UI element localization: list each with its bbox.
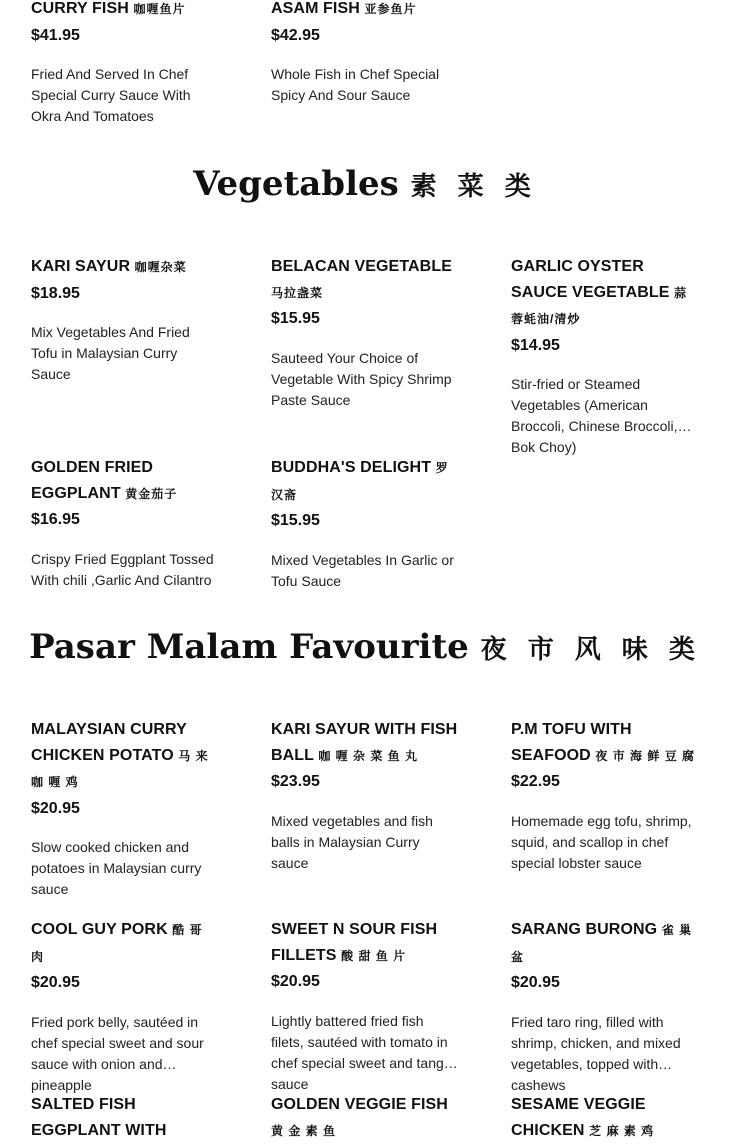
menu-item-name: GOLDEN FRIED EGGPLANT 黄金茄子 <box>31 459 178 502</box>
menu-item-name: SALTED FISH EGGPLANT WITH <box>31 1096 167 1139</box>
menu-item-price: $20.95 <box>31 974 80 991</box>
menu-item-name: GARLIC OYSTER SAUCE VEGETABLE 蒜蓉蚝油/清炒 <box>511 258 688 326</box>
menu-item[interactable] <box>511 717 699 874</box>
menu-item-price: $15.95 <box>271 512 320 529</box>
section-title-pasar-malam: Pasar Malam Favourite 夜 市 风 味 类 <box>29 627 701 667</box>
menu-item-price: $42.95 <box>271 26 320 44</box>
menu-item[interactable] <box>31 1092 219 1144</box>
menu-item-name: SWEET N SOUR FISH FILLETS 酸 甜 鱼 片 <box>271 921 438 964</box>
menu-item[interactable] <box>271 717 459 874</box>
menu-item-description: Fried pork belly, sautéed in chef special sweet and sour sauce with onion and pineapple <box>31 1013 204 1093</box>
menu-item-price: $18.95 <box>31 284 80 302</box>
menu-item-name: BELACAN VEGETABLE 马拉盏菜 <box>271 258 452 300</box>
menu-item-description: Slow cooked chicken and potatoes in Malaysian curry sauce <box>31 839 202 897</box>
menu-item-name: ASAM FISH 亚参鱼片 <box>271 0 417 17</box>
menu-item-price: $16.95 <box>31 511 80 528</box>
menu-item-name: GOLDEN VEGGIE FISH 黄 金 素 鱼 <box>271 1096 448 1138</box>
menu-item-name: BUDDHA'S DELIGHT 罗汉斋 <box>271 459 449 502</box>
section-title-vegetables: Vegetables 素 菜 类 <box>193 164 537 204</box>
menu-item-description: Sauteed Your Choice of Vegetable With Spicy Shrimp Paste Sauce <box>271 349 452 408</box>
menu-item-description: Whole Fish in Chef Special Spicy And Sour Sauce <box>271 66 440 103</box>
menu-item-description: Fried taro ring, filled with shrimp, chicken, and mixed vegetables, topped with cashews <box>511 1013 681 1093</box>
menu-item-price: $20.95 <box>511 974 560 991</box>
menu-item-price: $23.95 <box>271 773 320 790</box>
menu-item-price: $15.95 <box>271 310 320 327</box>
menu-item-name: P.M TOFU WITH SEAFOOD 夜 市 海 鲜 豆 腐 <box>511 721 696 764</box>
menu-item[interactable] <box>271 1092 459 1144</box>
menu-item[interactable] <box>511 917 699 1093</box>
menu-item[interactable] <box>271 917 459 1092</box>
menu-item-description: Homemade egg tofu, shrimp, squid, and scallop in chef special lobster sauce <box>511 812 692 871</box>
menu-item[interactable] <box>31 717 219 900</box>
menu-item-price: $41.95 <box>31 26 80 44</box>
menu-item-name: SARANG BURONG 雀 巢 盆 <box>511 921 693 964</box>
menu-item[interactable] <box>271 254 459 411</box>
menu-item-description: Fried And Served In Chef Special Curry Sauce With Okra And Tomatoes <box>31 66 191 124</box>
menu-item[interactable] <box>511 1092 699 1144</box>
menu-item[interactable] <box>31 0 219 127</box>
menu-item-price: $14.95 <box>511 336 560 354</box>
menu-item[interactable] <box>31 254 219 385</box>
menu-item-name: CURRY FISH 咖喱鱼片 <box>31 0 186 17</box>
menu-item[interactable] <box>271 455 459 592</box>
menu-item-description: Lightly battered fried fish filets, sautéed with tomato in chef special sweet and tangy sauce <box>271 1012 451 1092</box>
menu-item-name: MALAYSIAN CURRY CHICKEN POTATO 马 来 咖 喱 鸡 <box>31 721 209 789</box>
menu-item[interactable] <box>511 254 699 455</box>
menu-item-price: $20.95 <box>271 973 320 990</box>
menu-item-name: KARI SAYUR WITH FISH BALL 咖 喱 杂 菜 鱼 丸 <box>271 721 458 764</box>
menu-item-name: COOL GUY PORK 酷 哥 肉 <box>31 921 203 964</box>
menu-item-price: $22.95 <box>511 773 560 790</box>
menu-item-description: Stir-fried or Steamed Vegetables (American Broccoli, Chinese Broccoli, Bok Choy) <box>511 376 678 455</box>
menu-item-price: $20.95 <box>31 799 80 817</box>
menu-item-description: Mix Vegetables And Fried Tofu in Malaysian Curry Sauce <box>31 324 190 382</box>
menu-item-description: Mixed Vegetables In Garlic or Tofu Sauce <box>271 551 454 589</box>
menu-item-description: Crispy Fried Eggplant Tossed With chili ,Garlic And Cilantro <box>31 550 214 588</box>
menu-item[interactable] <box>31 455 219 591</box>
menu-item-name: SESAME VEGGIE CHICKEN 芝 麻 素 鸡 <box>511 1096 655 1139</box>
menu-item[interactable] <box>31 917 219 1093</box>
menu-item-name: KARI SAYUR 咖喱杂菜 <box>31 258 187 275</box>
menu-item-description: Mixed vegetables and fish balls in Malaysian Curry sauce <box>271 812 433 871</box>
menu-item[interactable] <box>271 0 459 106</box>
